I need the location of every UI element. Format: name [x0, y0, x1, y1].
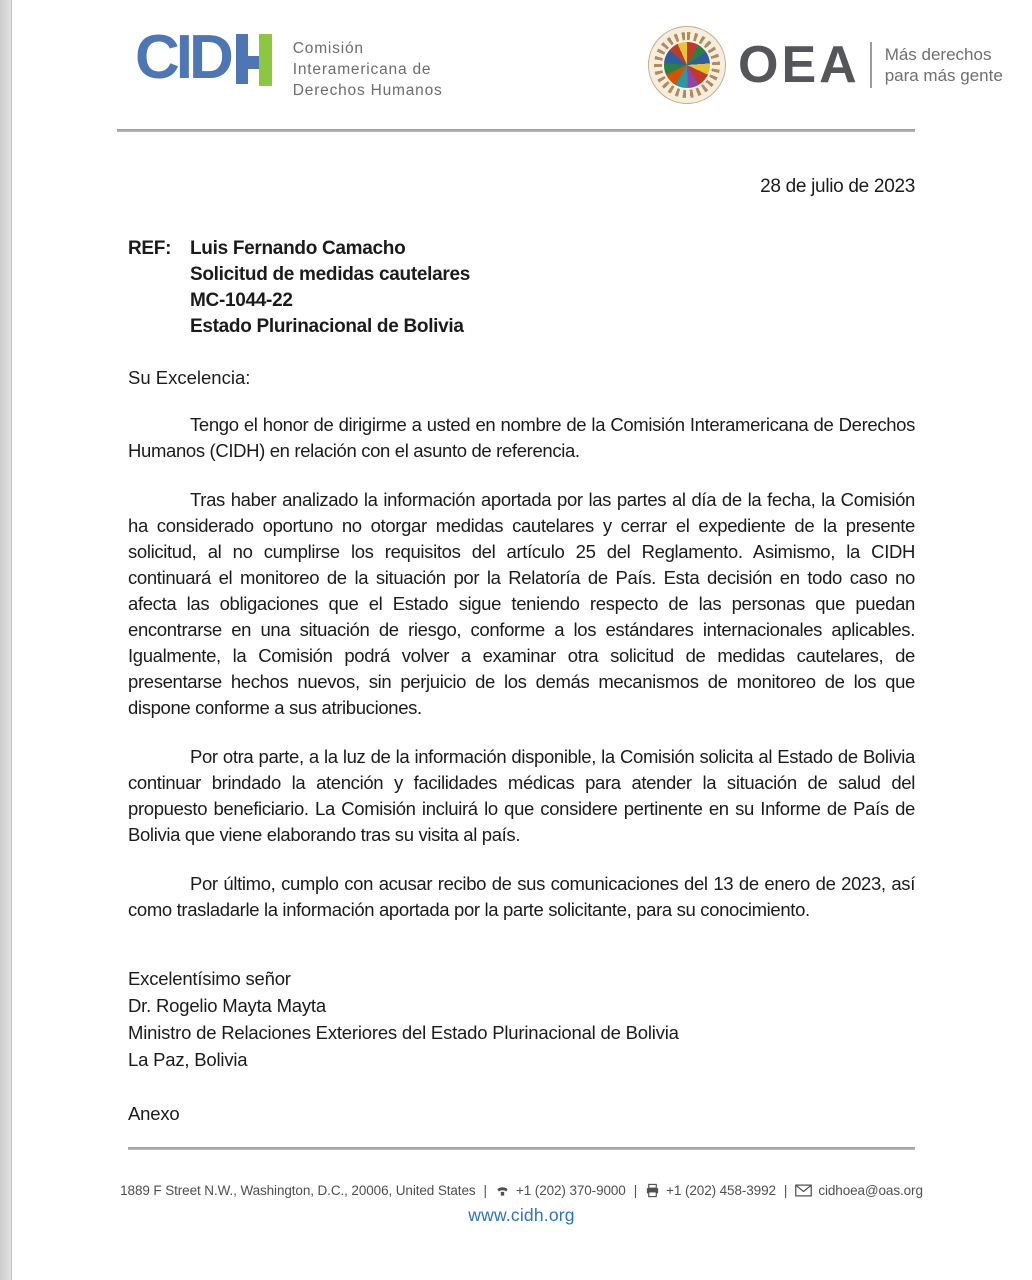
- email-icon: [795, 1184, 812, 1197]
- addressee-line: Dr. Rogelio Mayta Mayta: [128, 995, 326, 1016]
- letter-body: [128, 176, 915, 1125]
- website-link[interactable]: www.cidh.org: [468, 1205, 575, 1225]
- addressee-block: [128, 965, 915, 1073]
- addressee-line: Ministro de Relaciones Exteriores del Estado Plurinacional de Bolivia: [128, 1022, 679, 1043]
- salutation: Su Excelencia:: [128, 367, 251, 388]
- annex-note: Anexo: [128, 1103, 180, 1124]
- cidh-h-icon: [236, 30, 273, 86]
- paragraph: Tengo el honor de dirigirme a usted en nombre de la Comisión Interamericana de Derechos Humanos (CIDH) en relación con el asunto de referencia.: [128, 414, 915, 461]
- letter-date: 28 de julio de 2023: [760, 176, 915, 197]
- footer-fax: +1 (202) 458-3992: [666, 1183, 776, 1198]
- footer-separator: |: [633, 1183, 638, 1198]
- header-divider: [117, 129, 915, 132]
- cidh-acronym: [135, 23, 273, 92]
- reference-block: [128, 236, 915, 340]
- addressee-line: La Paz, Bolivia: [128, 1049, 248, 1070]
- reference-line: Estado Plurinacional de Bolivia: [190, 316, 464, 337]
- oea-logo: [648, 26, 1003, 104]
- cidh-tagline: [293, 38, 443, 101]
- paragraph: Por otra parte, a la luz de la información disponible, la Comisión solicita al Estado de Bolivia continuar brindado la atención y facilidades médicas para atender la situación de salud del propuesto beneficiario. La Comisión incluirá lo que considere pertinente en su Informe de País de Bolivia que viene elaborando tras su visita al país.: [128, 746, 915, 845]
- oea-tagline-line: Más derechos: [884, 45, 992, 64]
- oea-divider: [870, 42, 872, 88]
- paragraph: Por último, cumplo con acusar recibo de sus comunicaciones del 13 de enero de 2023, así como trasladarle la información aportada por la parte solicitante, para su conocimiento.: [128, 873, 915, 920]
- cidh-tagline-line: Comisión: [292, 40, 364, 57]
- footer-phone: +1 (202) 370-9000: [515, 1183, 626, 1198]
- reference-lines: [190, 236, 470, 340]
- cidh-acronym-text: CID: [135, 23, 230, 92]
- footer-email: cidhoea@oas.org: [818, 1183, 923, 1198]
- oea-tagline: [885, 44, 1003, 86]
- footer-separator: |: [783, 1183, 788, 1198]
- footer-divider: [128, 1147, 915, 1150]
- oea-acronym-text: OEA: [738, 36, 860, 94]
- cidh-tagline-line: Derechos Humanos: [292, 82, 443, 99]
- reference-line: Luis Fernando Camacho: [190, 238, 406, 259]
- reference-line: MC-1044-22: [190, 290, 293, 311]
- reference-line: Solicitud de medidas cautelares: [190, 264, 471, 285]
- footer-separator: |: [483, 1183, 487, 1198]
- fax-icon: [645, 1183, 660, 1198]
- footer-contact-line: [120, 1183, 923, 1198]
- addressee-line: Excelentísimo señor: [128, 968, 291, 989]
- page-edge: [0, 0, 12, 1280]
- reference-label: REF:: [128, 238, 172, 259]
- paragraph: Tras haber analizado la información aportada por las partes al día de la fecha, la Comisión ha considerado oportuno no otorgar medidas cautelares y cerrar el expediente de la presente solicitud, al no cumplirse los requisitos del artículo 25 del Reglamento. Asimismo, la CIDH continuará el monitoreo de la situación por la Relatoría de País. Esta decisión en todo caso no afecta las obligaciones que el Estado sigue teniendo respecto de las personas que puedan encontrarse en una situación de riesgo, conforme a los estándares internacionales aplicables. Igualmente, la Comisión podrá volver a examinar otra solicitud de medidas cautelares, de presentarse hechos nuevos, sin perjuicio de los demás mecanismos de monitoreo de los que dispone conforme a sus atribuciones.: [128, 489, 915, 718]
- phone-icon: [495, 1183, 510, 1198]
- oea-tagline-line: para más gente: [884, 66, 1003, 85]
- cidh-logo: [135, 23, 443, 101]
- cidh-tagline-line: Interamericana de: [292, 61, 432, 78]
- footer-address-text: 1889 F Street N.W., Washington, D.C., 20006, United States: [120, 1183, 476, 1198]
- oea-seal-icon: [648, 26, 726, 104]
